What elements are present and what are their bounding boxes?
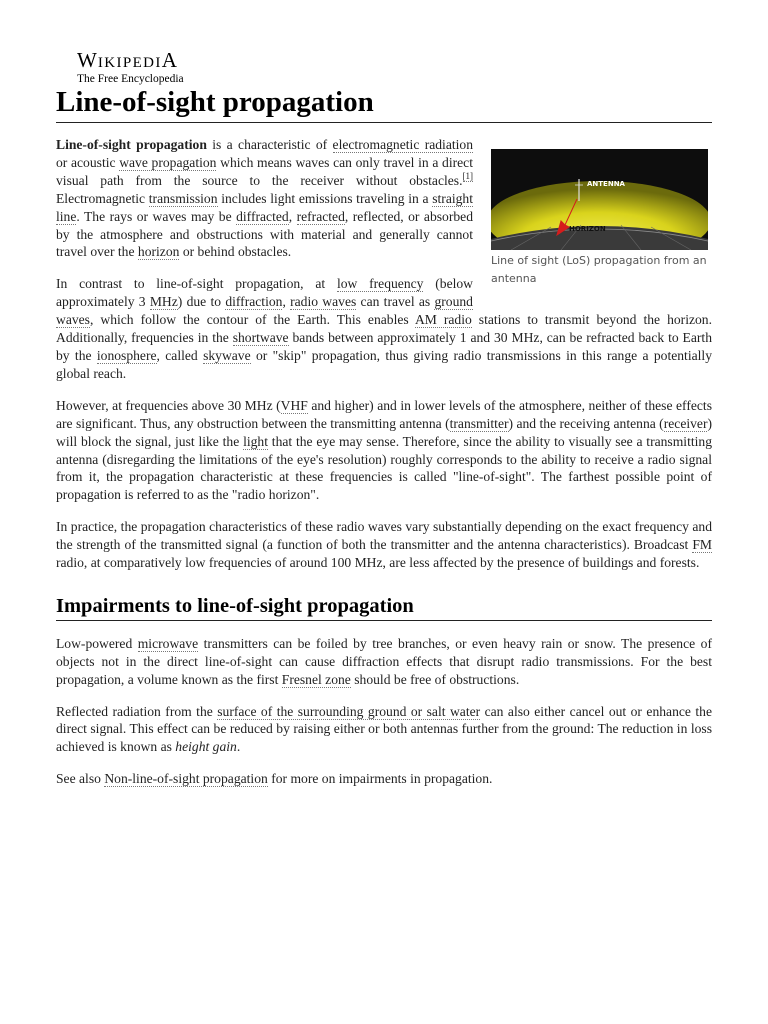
link-surface-ground-salt-water[interactable]: surface of the surrounding ground or salt water	[217, 703, 481, 719]
link-ground-waves[interactable]: ground waves	[56, 294, 473, 328]
link-wave-propagation[interactable]: wave propagation	[119, 154, 217, 170]
paragraph-reflected: Reflected radiation from the surface of the surrounding ground or salt water can also either cancel out or enhance the direct signal. This effect can be reduced by raising either or both antennas further from the ground: The reduction in loss achieved is known as height gain.	[56, 703, 712, 755]
paragraph-practice: In practice, the propagation characteristics of these radio waves vary substantially depending on the exact frequency and the strength of the transmitted signal (a function of both the transmitter and the antenna characteristics). Broadcast FM radio, at comparatively low frequencies of around 100 MHz, are less affected by the presence of buildings and forests.	[56, 519, 712, 571]
link-fresnel-zone[interactable]: Fresnel zone	[281, 671, 351, 687]
paragraph-see-also: See also Non-line-of-sight propagation for more on impairments in propagation.	[56, 771, 493, 787]
link-mhz[interactable]: MHz	[149, 294, 178, 310]
link-diffracted[interactable]: diffracted	[236, 208, 289, 224]
link-diffraction[interactable]: diffraction	[225, 294, 283, 310]
paragraph-intro: Line-of-sight propagation is a characteristic of electromagnetic radiation or acoustic wave propagation which means waves can only travel in a direct visual path from the source to the receiver without obstacles.[1] Electromagnetic transmission includes light emissions traveling in a straight line. The rays or waves may be diffracted, refracted, reflected, or absorbed by the atmosphere and obstructions with material and generally cannot travel over the horizon or behind obstacles.	[56, 137, 474, 260]
label-antenna: ANTENNA	[587, 180, 625, 188]
paragraph-low-frequency: In contrast to line-of-sight propagation, at low frequency (below approximately 3 MHz) due to diffraction, radio waves can travel as ground waves, which follow the contour of the Earth. This enables AM radio stations to transmit beyond the horizon. Additionally, frequencies in the shortwave bands between approximately 1 and 30 MHz, can be refracted back to Earth by the ionosphere, called skywave or "skip" propagation, thus giving radio transmissions in this range a potentially global reach.	[56, 276, 712, 381]
wikipedia-wordmark: WIKIPEDIA	[77, 48, 178, 72]
wikipedia-tagline: The Free Encyclopedia	[77, 73, 184, 85]
link-skywave[interactable]: skywave	[203, 347, 251, 363]
link-electromagnetic-radiation[interactable]: electromagnetic radiation	[332, 137, 474, 152]
lead-term: Line-of-sight propagation	[56, 137, 207, 152]
link-ionosphere[interactable]: ionosphere	[96, 347, 157, 363]
page-title: Line-of-sight propagation	[56, 86, 712, 123]
link-light[interactable]: light	[243, 433, 268, 449]
citation-1[interactable]: [1]	[462, 171, 473, 182]
figure-caption: Line of sight (LoS) propagation from an antenna	[491, 254, 707, 285]
link-radio-waves[interactable]: radio waves	[290, 294, 357, 310]
wikipedia-logo[interactable]	[77, 50, 184, 86]
link-transmitter[interactable]: transmitter	[449, 415, 509, 431]
link-straight-line[interactable]: straight line	[56, 190, 474, 224]
figure-los-antenna	[491, 149, 712, 288]
link-transmission[interactable]: transmission	[148, 190, 218, 206]
link-non-line-of-sight-propagation[interactable]: Non-line-of-sight propagation	[104, 771, 268, 787]
link-vhf[interactable]: VHF	[280, 397, 308, 413]
link-microwave[interactable]: microwave	[137, 635, 199, 651]
link-low-frequency[interactable]: low frequency	[336, 276, 424, 292]
paragraph-microwave: Low-powered microwave transmitters can be foiled by tree branches, or even heavy rain or snow. The presence of objects not in the direct line-of-sight can cause diffraction effects that disrupt radio transmissions. For the best propagation, a volume known as the first Fresnel zone should be free of obstructions.	[56, 635, 712, 687]
label-horizon: HORIZON	[569, 225, 606, 233]
paragraph-vhf: However, at frequencies above 30 MHz (VHF and higher) and in lower levels of the atmosphere, neither of these effects are significant. Thus, any obstruction between the transmitting antenna (transmitter) and the receiving antenna (receiver) will block the signal, just like the light that the eye may sense. Therefore, since the ability to visually see a transmitting antenna (disregarding the limitations of the eye's resolution) roughly corresponds to the ability to receive a radio signal from it, the propagation characteristic at these frequencies is called "line-of-sight". The farthest possible point of propagation is referred to as the "radio horizon".	[56, 397, 713, 503]
article-body	[56, 136, 712, 802]
link-fm[interactable]: FM	[692, 537, 712, 553]
term-height-gain: height gain	[175, 739, 237, 755]
link-horizon[interactable]: horizon	[137, 244, 180, 260]
link-refracted[interactable]: refracted	[296, 208, 345, 224]
section-heading-impairments: Impairments to line-of-sight propagation	[56, 598, 712, 621]
los-propagation-image[interactable]	[491, 149, 708, 250]
link-shortwave[interactable]: shortwave	[232, 330, 289, 346]
link-am-radio[interactable]: AM radio	[414, 312, 472, 328]
link-receiver[interactable]: receiver	[663, 415, 708, 431]
